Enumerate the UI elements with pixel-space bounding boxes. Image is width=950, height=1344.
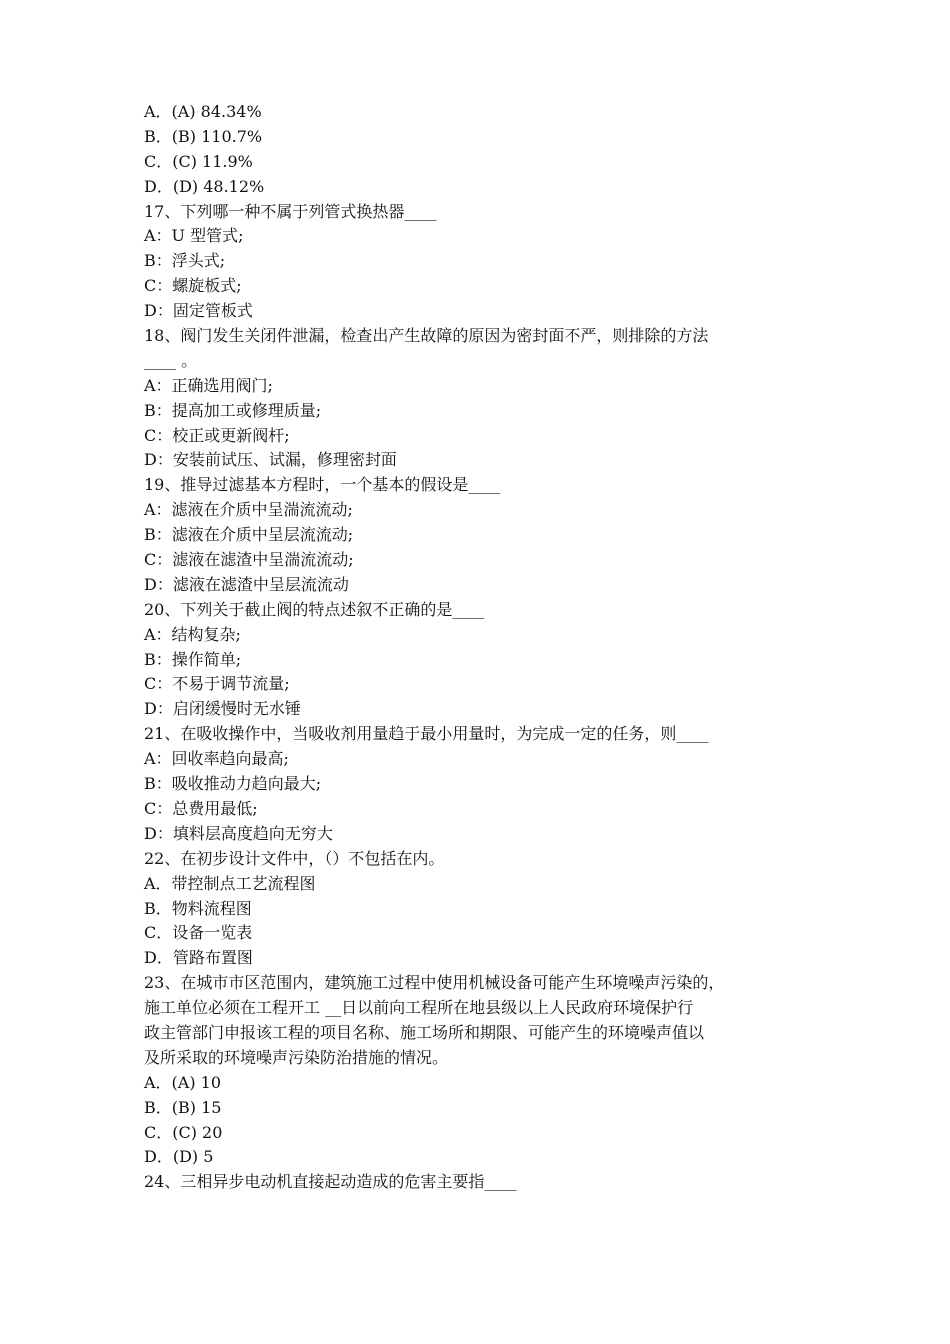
question-23-continued: 施工单位必须在工程开工 __日以前向工程所在地县级以上人民政府环境保护行 bbox=[144, 998, 694, 1018]
document-page bbox=[144, 100, 824, 1195]
option-line: B．(B) 15 bbox=[144, 1097, 222, 1117]
question-23-continued: 政主管部门申报该工程的项目名称、施工场所和期限、可能产生的环境噪声值以 bbox=[144, 1022, 705, 1042]
option-line: D：启闭缓慢时无水锤 bbox=[144, 699, 301, 719]
question-23: 23、在城市市区范围内，建筑施工过程中使用机械设备可能产生环境噪声污染的， bbox=[144, 973, 725, 993]
option-line: A：结构复杂; bbox=[144, 624, 241, 644]
option-line: D．管路布置图 bbox=[144, 948, 253, 968]
option-line: D：填料层高度趋向无穷大 bbox=[144, 823, 333, 843]
option-line: A．(A) 84.34% bbox=[144, 102, 262, 121]
question-21: 21、在吸收操作中，当吸收剂用量趋于最小用量时，为完成一定的任务，则____ bbox=[144, 724, 709, 744]
option-line: D：安装前试压、试漏，修理密封面 bbox=[144, 450, 397, 470]
option-line: C：滤液在滤渣中呈湍流流动; bbox=[144, 550, 354, 570]
option-line: C：螺旋板式; bbox=[144, 276, 242, 296]
question-17: 17、下列哪一种不属于列管式换热器____ bbox=[144, 201, 437, 221]
question-22: 22、在初步设计文件中，（）不包括在内。 bbox=[144, 848, 445, 868]
question-23-continued: 及所采取的环境噪声污染防治措施的情况。 bbox=[144, 1047, 449, 1067]
option-line: C：总费用最低; bbox=[144, 798, 258, 818]
question-20: 20、下列关于截止阀的特点述叙不正确的是____ bbox=[144, 599, 485, 619]
option-line: A：回收率趋向最高; bbox=[144, 749, 289, 769]
option-line: A．带控制点工艺流程图 bbox=[144, 873, 316, 893]
option-line: C．(C) 11.9% bbox=[144, 151, 253, 171]
option-line: B．物料流程图 bbox=[144, 898, 252, 918]
option-line: C：校正或更新阀杆; bbox=[144, 425, 290, 445]
option-line: A：U 型管式; bbox=[144, 226, 244, 246]
option-line: B：滤液在介质中呈层流流动; bbox=[144, 525, 354, 545]
option-line: C．设备一览表 bbox=[144, 923, 253, 943]
question-19: 19、推导过滤基本方程时，一个基本的假设是____ bbox=[144, 475, 501, 495]
option-line: B：操作简单; bbox=[144, 649, 242, 669]
option-line: D：滤液在滤渣中呈层流流动 bbox=[144, 574, 349, 594]
question-18-continued: ____ 。 bbox=[144, 350, 198, 370]
option-line: A：滤液在介质中呈湍流流动; bbox=[144, 500, 353, 520]
option-line: B：提高加工或修理质量; bbox=[144, 400, 322, 420]
option-line: A．(A) 10 bbox=[144, 1072, 222, 1092]
option-line: D．(D) 5 bbox=[144, 1147, 214, 1167]
option-line: C．(C) 20 bbox=[144, 1122, 223, 1142]
option-line: A：正确选用阀门; bbox=[144, 375, 273, 395]
option-line: D：固定管板式 bbox=[144, 301, 253, 321]
question-24: 24、三相异步电动机直接起动造成的危害主要指____ bbox=[144, 1172, 517, 1192]
question-18: 18、阀门发生关闭件泄漏，检查出产生故障的原因为密封面不严，则排除的方法 bbox=[144, 326, 709, 346]
option-line: B：浮头式; bbox=[144, 251, 226, 271]
option-line: D．(D) 48.12% bbox=[144, 176, 265, 196]
option-line: B：吸收推动力趋向最大; bbox=[144, 774, 322, 794]
option-line: B．(B) 110.7% bbox=[144, 126, 263, 146]
option-line: C：不易于调节流量; bbox=[144, 674, 290, 694]
